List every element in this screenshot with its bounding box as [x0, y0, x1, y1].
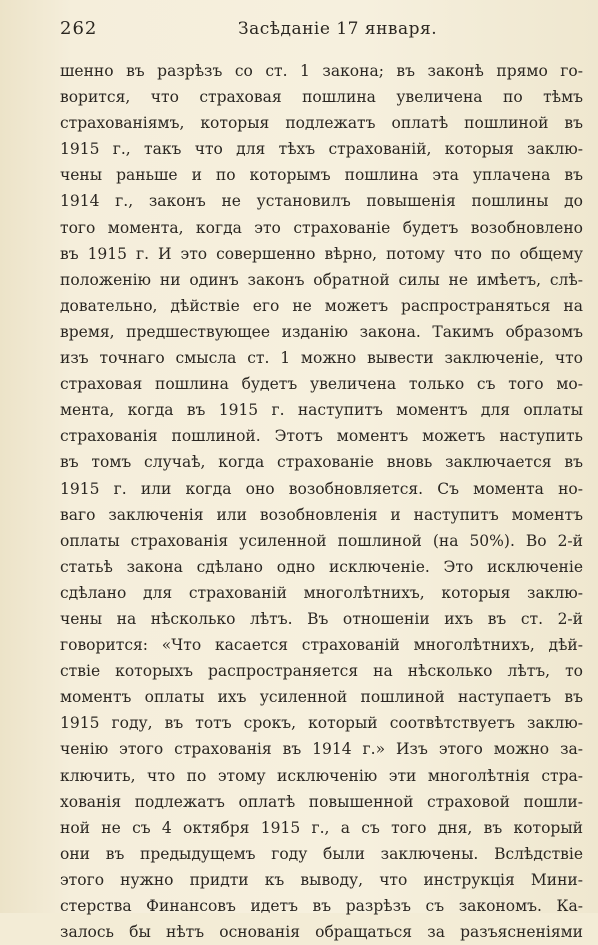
text-line: страховая пошлина будетъ увеличена только съ того мо- [60, 375, 583, 394]
text-line: они въ предыдущемъ году были заключены. Вслѣдствіе [60, 844, 583, 863]
text-line: довательно, дѣйствіе его не можетъ распространяться на [60, 296, 583, 315]
text-line: оплаты страхованія усиленной пошлиной (на 50%). Во 2-й [60, 531, 583, 550]
text-line: мента, когда въ 1915 г. наступитъ моментъ для оплаты [60, 401, 583, 420]
text-line: ваго заключенія или возобновленія и наступитъ моментъ [60, 505, 583, 524]
text-line: моментъ оплаты ихъ усиленной пошлиной наступаетъ въ [60, 688, 583, 707]
text-line: 1915 г., такъ что для тѣхъ страхованій, которыя заклю- [60, 140, 583, 159]
text-line: ной не съ 4 октября 1915 г., а съ того дня, въ который [60, 818, 583, 837]
text-line: ключить, что по этому исключенію эти многолѣтнія стра- [60, 766, 583, 785]
page-number: 262 [60, 18, 98, 39]
text-line: время, предшествующее изданію закона. Такимъ образомъ [60, 322, 583, 341]
text-line: страхованіямъ, которыя подлежатъ оплатѣ пошлиной въ [60, 114, 583, 133]
text-line: шенно въ разрѣзъ со ст. 1 закона; въ законѣ прямо го- [60, 62, 583, 80]
text-line: ченію этого страхованія въ 1914 г.» Изъ этого можно за- [60, 740, 583, 759]
text-line: 1915 г. или когда оно возобновляется. Съ момента но- [60, 479, 583, 498]
body-text [60, 58, 583, 945]
text-line: стерства Финансовъ идетъ въ разрѣзъ съ закономъ. Ка- [60, 897, 583, 915]
text-line: сдѣлано для страхованій многолѣтнихъ, которыя заклю- [60, 583, 583, 602]
text-line: чены на нѣсколько лѣтъ. Въ отношеніи ихъ въ ст. 2-й [60, 609, 583, 628]
text-line: ворится, что страховая пошлина увеличена по тѣмъ [60, 88, 583, 107]
text-line: того момента, когда это страхованіе будетъ возобновлено [60, 218, 583, 237]
text-line: 1914 г., законъ не установилъ повышенія пошлины до [60, 192, 583, 211]
text-line: 1915 году, въ тотъ срокъ, который соотвѣтствуетъ заклю- [60, 714, 583, 733]
running-title: Засѣданіе 17 января. [238, 19, 438, 39]
text-line: чены раньше и по которымъ пошлина эта уплачена въ [60, 166, 583, 185]
text-line: говорится: «Что касается страхованій многолѣтнихъ, дѣй- [60, 636, 583, 655]
text-line: въ 1915 г. И это совершенно вѣрно, потому что по общему [60, 244, 583, 263]
text-line: изъ точнаго смысла ст. 1 можно вывести заключеніе, что [60, 349, 583, 368]
text-line: хованія подлежатъ оплатѣ повышенной страховой пошли- [60, 792, 583, 811]
text-line: статьѣ закона сдѣлано одно исключеніе. Это исключеніе [60, 557, 583, 576]
page-header [60, 18, 554, 44]
text-line: залось бы нѣтъ основанія обращаться за разъясненіями [60, 923, 583, 942]
text-line: ствіе которыхъ распространяется на нѣсколько лѣтъ, то [60, 662, 583, 681]
text-line: положенію ни одинъ законъ обратной силы не имѣетъ, слѣ- [60, 270, 583, 289]
text-line: этого нужно придти къ выводу, что инструкція Мини- [60, 870, 583, 889]
text-line: страхованія пошлиной. Этотъ моментъ можетъ наступить [60, 427, 583, 446]
text-line: въ томъ случаѣ, когда страхованіе вновь заключается въ [60, 453, 583, 472]
